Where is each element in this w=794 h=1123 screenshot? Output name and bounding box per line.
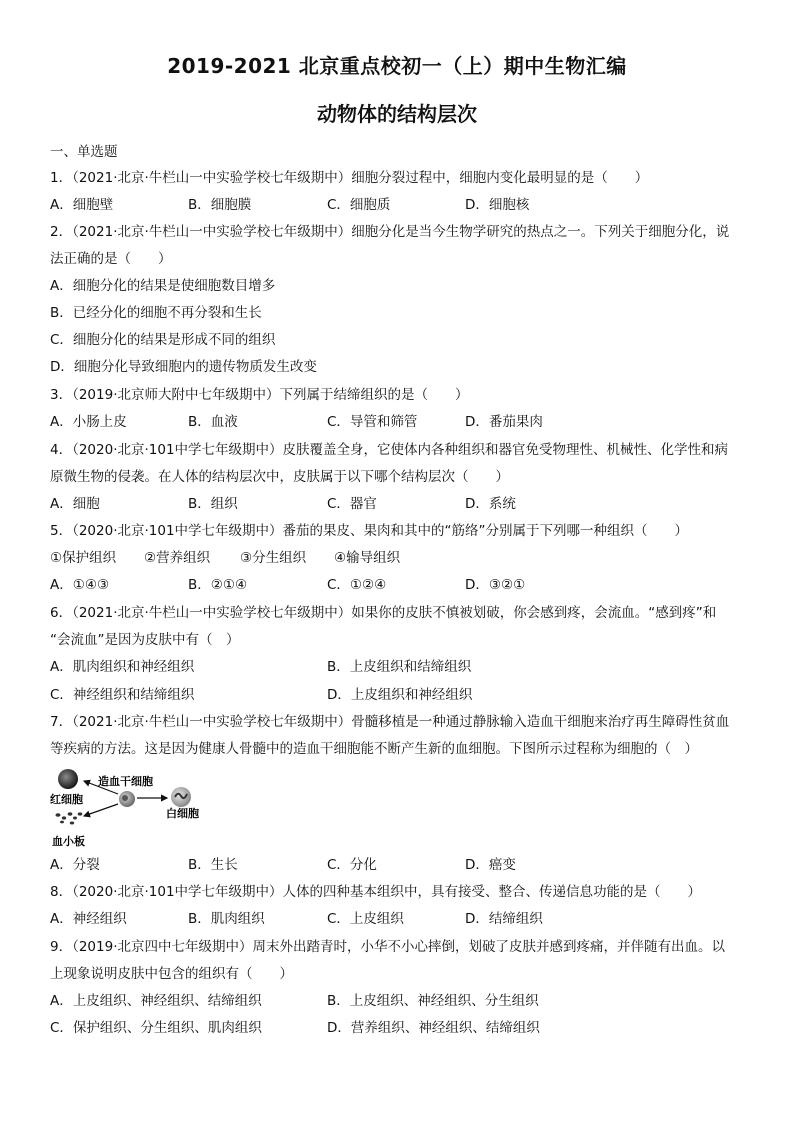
q3-option-c[interactable]: C．导管和筛管 — [327, 414, 418, 430]
question-9-stem: 9．（2019·北京四中七年级期中）周末外出踏青时，小华不小心摔倒，划破了皮肤并感到疼痛，并伴随有出血。以 — [50, 939, 725, 955]
q9-option-d[interactable]: D．营养组织、神经组织、结缔组织 — [327, 1020, 540, 1036]
q7-option-b[interactable]: B．生长 — [188, 857, 238, 873]
question-6-stem: 6．（2021·北京·牛栏山一中实验学校七年级期中）如果你的皮肤不慎被划破，你会感到疼，会流血。“感到疼”和 — [50, 605, 717, 621]
question-7-stem-cont: 等疾病的方法。这是因为健康人骨髓中的造血干细胞能不断产生新的血细胞。下图所示过程称为细胞的（ ） — [50, 741, 698, 757]
section-heading: 一、单选题 — [50, 144, 118, 160]
label-white-cell: 白细胞 — [166, 807, 199, 820]
q9-option-b[interactable]: B．上皮组织、神经组织、分生组织 — [327, 993, 539, 1009]
question-7-stem: 7．（2021·北京·牛栏山一中实验学校七年级期中）骨髓移植是一种通过静脉输入造血干细胞来治疗再生障碍性贫血 — [50, 714, 730, 730]
question-4-stem: 4．（2020·北京·101中学七年级期中）皮肤覆盖全身，它使体内各种组织和器官免受物理性、机械性、化学性和病 — [50, 442, 729, 458]
question-5-stem: 5．（2020·北京·101中学七年级期中）番茄的果皮、果肉和其中的“筋络”分别属于下列哪一种组织（ ） — [50, 523, 689, 539]
q1-option-b[interactable]: B．细胞膜 — [188, 197, 252, 213]
question-9-stem-cont: 上现象说明皮肤中包含的组织有（ ） — [50, 966, 293, 982]
q6-option-d[interactable]: D．上皮组织和神经组织 — [327, 687, 473, 703]
q8-option-c[interactable]: C．上皮组织 — [327, 911, 404, 927]
label-stem-cell: 造血干细胞 — [98, 775, 153, 788]
q4-option-b[interactable]: B．组织 — [188, 496, 238, 512]
q1-option-a[interactable]: A．细胞壁 — [50, 197, 114, 213]
q5-item-4: ④输导组织 — [334, 550, 401, 566]
q5-option-c[interactable]: C．①②④ — [327, 577, 387, 593]
q7-option-a[interactable]: A．分裂 — [50, 857, 100, 873]
q6-option-a[interactable]: A．肌肉组织和神经组织 — [50, 659, 195, 675]
q3-option-b[interactable]: B．血液 — [188, 414, 238, 430]
question-2-stem: 2．（2021·北京·牛栏山一中实验学校七年级期中）细胞分化是当今生物学研究的热点之一。下列关于细胞分化，说 — [50, 224, 730, 240]
q1-option-c[interactable]: C．细胞质 — [327, 197, 391, 213]
arrow-to-platelet-icon — [84, 804, 118, 816]
q3-option-a[interactable]: A．小肠上皮 — [50, 414, 127, 430]
q6-option-b[interactable]: B．上皮组织和结缔组织 — [327, 659, 472, 675]
figure-drawing — [48, 767, 218, 849]
red-blood-cell-icon — [58, 769, 78, 789]
q2-option-b[interactable]: B．已经分化的细胞不再分裂和生长 — [50, 305, 262, 321]
q4-option-c[interactable]: C．器官 — [327, 496, 377, 512]
q8-option-d[interactable]: D．结缔组织 — [465, 911, 543, 927]
question-3-stem: 3．（2019·北京师大附中七年级期中）下列属于结缔组织的是（ ） — [50, 387, 469, 403]
q5-item-1: ①保护组织 — [50, 550, 117, 566]
q9-option-a[interactable]: A．上皮组织、神经组织、结缔组织 — [50, 993, 262, 1009]
q2-option-c[interactable]: C．细胞分化的结果是形成不同的组织 — [50, 332, 276, 348]
q5-item-3: ③分生组织 — [240, 550, 307, 566]
platelet-icon — [56, 812, 83, 824]
q3-option-d[interactable]: D．番茄果肉 — [465, 414, 543, 430]
q1-option-d[interactable]: D．细胞核 — [465, 197, 530, 213]
question-6-stem-cont: “会流血”是因为皮肤中有（ ） — [50, 632, 240, 648]
question-8-stem: 8．（2020·北京·101中学七年级期中）人体的四种基本组织中，具有接受、整合、传递信息功能的是（ ） — [50, 884, 702, 900]
label-platelet: 血小板 — [52, 835, 85, 848]
question-1-stem: 1．（2021·北京·牛栏山一中实验学校七年级期中）细胞分裂过程中，细胞内变化最明显的是（ ） — [50, 170, 649, 186]
q8-option-a[interactable]: A．神经组织 — [50, 911, 127, 927]
q7-option-d[interactable]: D．癌变 — [465, 857, 516, 873]
q4-option-a[interactable]: A．细胞 — [50, 496, 100, 512]
q5-item-2: ②营养组织 — [144, 550, 211, 566]
q6-option-c[interactable]: C．神经组织和结缔组织 — [50, 687, 195, 703]
page-subtitle: 动物体的结构层次 — [317, 102, 477, 126]
q5-option-b[interactable]: B．②①④ — [188, 577, 248, 593]
q2-option-a[interactable]: A．细胞分化的结果是使细胞数目增多 — [50, 278, 276, 294]
question-2-stem-cont: 法正确的是（ ） — [50, 251, 172, 267]
q9-option-c[interactable]: C．保护组织、分生组织、肌肉组织 — [50, 1020, 262, 1036]
q5-option-a[interactable]: A．①④③ — [50, 577, 110, 593]
blood-cell-differentiation-figure — [48, 767, 218, 849]
q5-option-d[interactable]: D．③②① — [465, 577, 526, 593]
question-4-stem-cont: 原微生物的侵袭。在人体的结构层次中，皮肤属于以下哪个结构层次（ ） — [50, 469, 509, 485]
q8-option-b[interactable]: B．肌肉组织 — [188, 911, 265, 927]
q7-option-c[interactable]: C．分化 — [327, 857, 377, 873]
page-title: 2019-2021 北京重点校初一（上）期中生物汇编 — [167, 54, 627, 78]
q4-option-d[interactable]: D．系统 — [465, 496, 516, 512]
label-red-cell: 红细胞 — [50, 793, 83, 806]
q2-option-d[interactable]: D．细胞分化导致细胞内的遗传物质发生改变 — [50, 359, 317, 375]
